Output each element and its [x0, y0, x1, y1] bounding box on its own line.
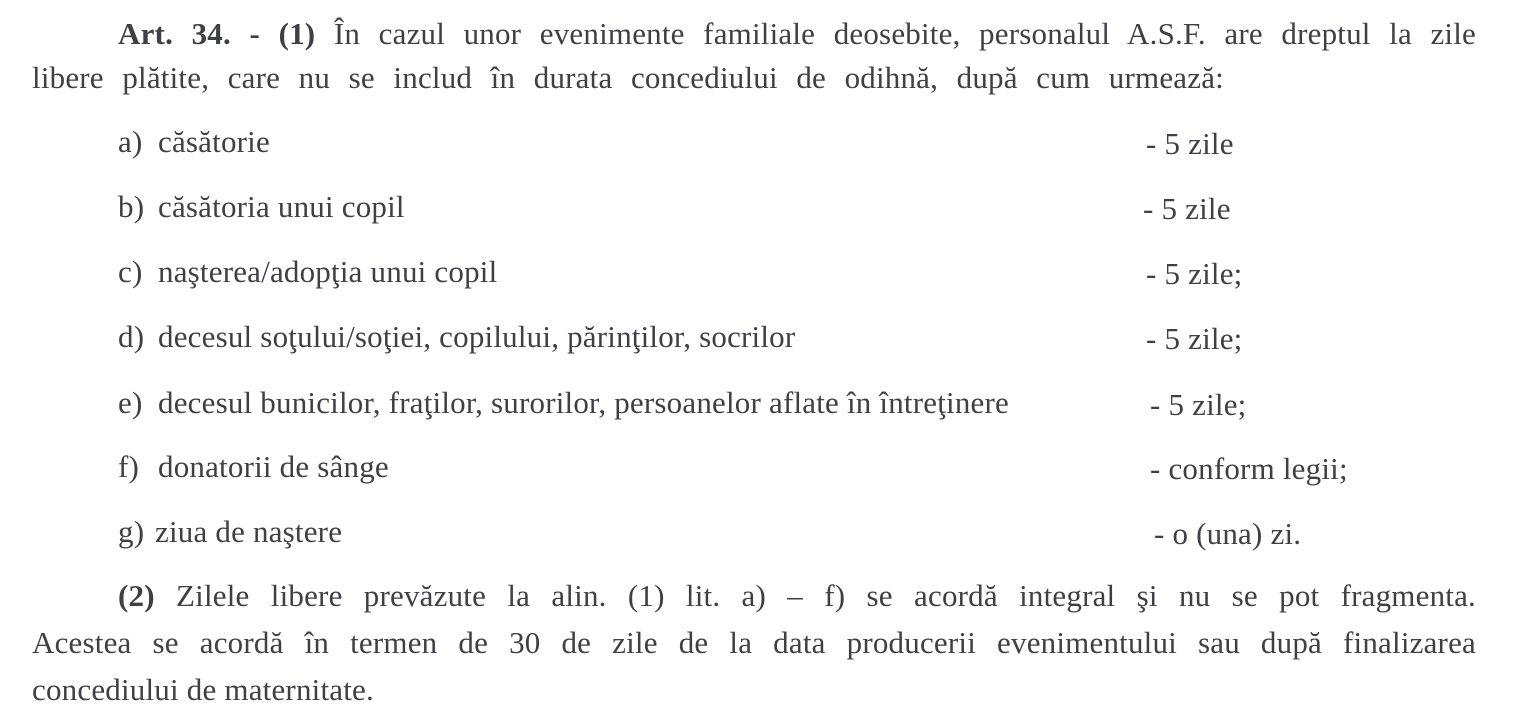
item-days: - 5 zile;: [1146, 256, 1243, 291]
item-label: e): [118, 385, 143, 420]
paragraph-2-line3: concediului de maternitate.: [32, 672, 374, 707]
item-days: - 5 zile;: [1150, 387, 1247, 422]
item-days: - 5 zile: [1146, 126, 1234, 161]
item-text: decesul soţului/soţiei, copilului, părinţilor, socrilor: [158, 319, 796, 354]
item-text: ziua de naştere: [155, 514, 343, 549]
item-text: decesul bunicilor, fraţilor, surorilor, persoanelor aflate în întreţinere: [158, 385, 1009, 420]
paragraph-2-line2: Acestea se acordă în termen de 30 de zile de la data producerii evenimentului sau după finalizarea: [32, 625, 1476, 660]
paragraph-1-text-line1: În cazul unor evenimente familiale deosebite, personalul A.S.F. are dreptul la zile: [333, 16, 1477, 51]
item-text: donatorii de sânge: [158, 449, 389, 484]
item-label: d): [118, 319, 145, 354]
item-text: naşterea/adopţia unui copil: [158, 254, 498, 289]
item-days: - o (una) zi.: [1154, 516, 1302, 551]
paragraph-2-line1: [118, 580, 1476, 611]
item-days: - 5 zile: [1143, 191, 1231, 226]
item-days: - conform legii;: [1150, 451, 1348, 486]
item-text: căsătorie: [158, 124, 270, 159]
item-days: - 5 zile;: [1146, 321, 1243, 356]
item-text: căsătoria unui copil: [158, 189, 405, 224]
item-label: a): [118, 124, 143, 159]
article-heading: Art. 34. -: [118, 16, 260, 51]
paragraph-1-text-line2: libere plătite, care nu se includ în durata concediului de odihnă, după cum urmează:: [32, 60, 1224, 95]
item-label: f): [118, 449, 140, 484]
item-label: c): [118, 254, 143, 289]
paragraph-2-number: (2): [118, 578, 155, 613]
paragraph-2-text-line1: Zilele libere prevăzute la alin. (1) lit. a) – f) se acordă integral şi nu se pot fragmenta.: [176, 578, 1476, 613]
item-label: b): [118, 189, 145, 224]
paragraph-1-number: (1): [278, 16, 316, 51]
item-label: g): [118, 514, 145, 549]
article-first-line: [118, 18, 1476, 49]
